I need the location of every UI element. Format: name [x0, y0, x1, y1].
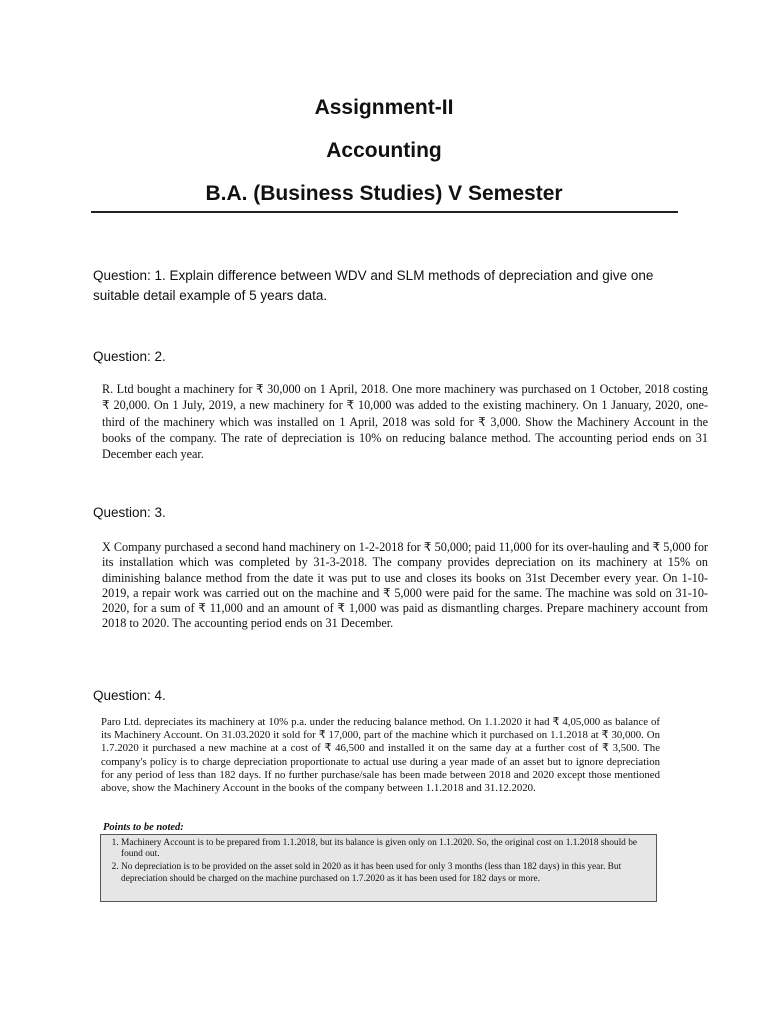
question-2-label: Question: 2. [93, 349, 166, 364]
question-4-label: Question: 4. [93, 688, 166, 703]
question-1: Question: 1. Explain difference between WDV and SLM methods of depreciation and give one suitable detail example of 5 years data. [93, 268, 654, 303]
notes-list [107, 838, 650, 885]
question-3-text: X Company purchased a second hand machinery on 1-2-2018 for ₹ 50,000; paid 11,000 for its over-hauling and ₹ 5,000 for its installation which was completed by 31-3-2018. The company provides depreciation on its machinery at 15% on diminishing balance method from the date it was put to use and closes its books on 31st December every year. On 1-10-2019, a repair work was carried out on the machine and ₹ 5,000 were paid for the same. The machine was sold on 31-10-2020, for a sum of ₹ 11,000 and an amount of ₹ 1,000 was paid as dismantling charges. Prepare machinery account from 2018 to 2020. The accounting period ends on 31 December. [102, 540, 708, 631]
notes-title: Points to be noted: [103, 822, 184, 833]
note-item: 1. Machinery Account is to be prepared from 1.1.2018, but its balance is given only on 1.1.2020. So, the original cost on 1.1.2018 should be found out. [121, 838, 650, 860]
question-2-text: R. Ltd bought a machinery for ₹ 30,000 on 1 April, 2018. One more machinery was purchased on 1 October, 2018 costing ₹ 20,000. On 1 July, 2019, a new machinery for ₹ 10,000 was added to the existing machinery. On 1 January, 2020, one-third of the machinery which was installed on 1 April, 2018 was sold for ₹ 3,000. Show the Machinery Account in the books of the company. The rate of depreciation is 10% on reducing balance method. The accounting period ends on 31 December each year. [102, 382, 708, 462]
course-title: B.A. (Business Studies) V Semester [205, 182, 563, 205]
notes-box [100, 834, 657, 902]
question-4-text: Paro Ltd. depreciates its machinery at 10% p.a. under the reducing balance method. On 1.1.2020 it had ₹ 4,05,000 as balance of its Machinery Account. On 31.03.2020 it sold for ₹ 17,000, part of the machine which it purchased on 1.1.2018 at ₹ 30,000. On 1.7.2020 it purchased a new machine at a cost of ₹ 46,500 and installed it on the same day at a further cost of ₹ 3,500. The company's policy is to charge depreciation proportionate to actual use during a year made of an asset but to ignore depreciation for any period of less than 182 days. If no further purchase/sale has been made between 2018 and 2020 except those mentioned above, show the Machinery Account in the books of the company between 1.1.2018 and 31.12.2020. [101, 716, 660, 795]
note-item: 2. No depreciation is to be provided on the asset sold in 2020 as it has been used for only 3 months (less than 182 days) in this year. But depreciation should be charged on the machine purchased on 1.7.2020 as it has been used for 182 days or more. [121, 862, 650, 884]
assignment-title: Assignment-II [314, 96, 454, 119]
subject-title: Accounting [326, 139, 442, 162]
header-divider [91, 211, 678, 213]
document-header [0, 86, 768, 215]
question-3-label: Question: 3. [93, 505, 166, 520]
